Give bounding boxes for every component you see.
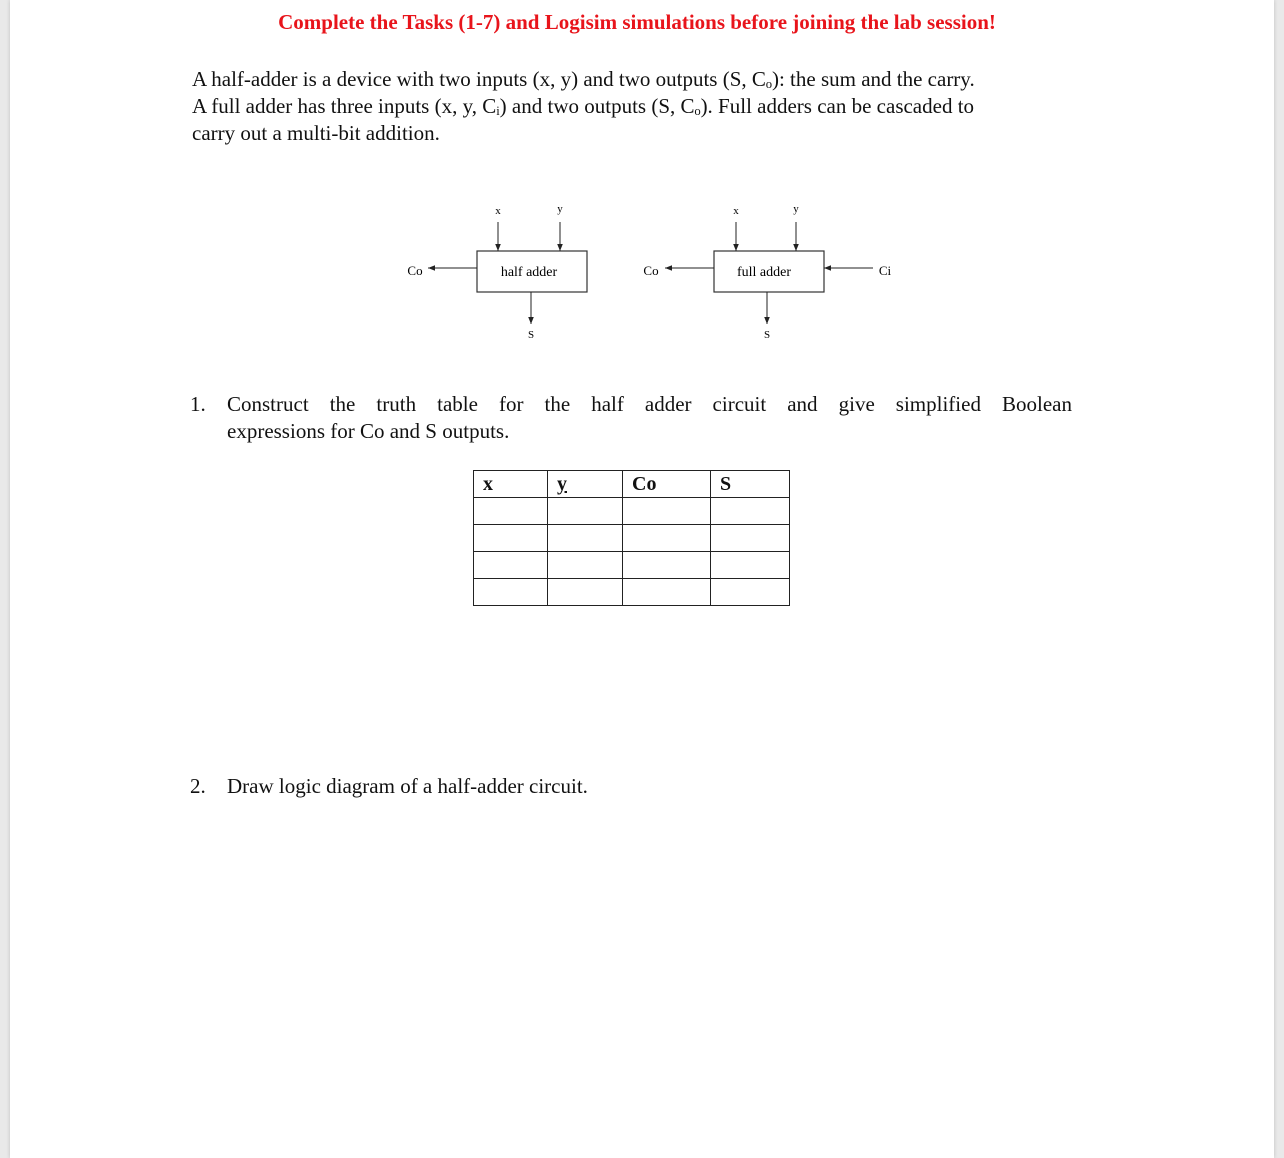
intro-line-2: A full adder has three inputs (x, y, Cᵢ) and two outputs (S, Cₒ). Full adders can be cascaded to	[192, 94, 975, 118]
intro-paragraph	[192, 66, 1082, 147]
truth-table-header-co: Co	[623, 471, 711, 498]
truth-table-cell[interactable]	[623, 498, 711, 525]
truth-table-row	[474, 552, 790, 579]
half-adder-carry-out: Co	[407, 263, 423, 278]
question-1-line-2: expressions for Co and S outputs.	[227, 419, 510, 443]
truth-table-row	[474, 579, 790, 606]
truth-table-cell[interactable]	[474, 552, 548, 579]
question-1-text	[227, 391, 1072, 445]
full-adder-carry-out: Co	[643, 263, 659, 278]
truth-table-cell[interactable]	[711, 552, 790, 579]
truth-table-cell[interactable]	[548, 552, 623, 579]
truth-table-cell[interactable]	[474, 579, 548, 606]
truth-table-row	[474, 525, 790, 552]
truth-table-cell[interactable]	[711, 525, 790, 552]
truth-table-header-y: y	[548, 471, 623, 498]
half-adder-block	[407, 203, 587, 341]
full-adder-block	[643, 203, 891, 341]
truth-table-header-s: S	[711, 471, 790, 498]
full-adder-input-x: x	[733, 205, 739, 217]
truth-table-row	[474, 498, 790, 525]
full-adder-input-y: y	[793, 203, 799, 215]
truth-table-header-x: x	[474, 471, 548, 498]
full-adder-carry-in: Ci	[878, 263, 892, 278]
adder-block-diagram	[380, 195, 920, 345]
page-heading: Complete the Tasks (1-7) and Logisim simulations before joining the lab session!	[278, 10, 996, 34]
full-adder-sum: S	[763, 329, 771, 341]
truth-table-cell[interactable]	[623, 579, 711, 606]
truth-table-cell[interactable]	[474, 498, 548, 525]
intro-line-1: A half-adder is a device with two inputs (x, y) and two outputs (S, Cₒ): the sum and the carry.	[192, 67, 975, 91]
truth-table-cell[interactable]	[548, 579, 623, 606]
intro-line-3: carry out a multi-bit addition.	[192, 121, 440, 145]
full-adder-label: full adder	[736, 265, 792, 280]
truth-table-header-row	[474, 471, 790, 498]
truth-table-cell[interactable]	[711, 579, 790, 606]
truth-table-cell[interactable]	[474, 525, 548, 552]
truth-table-cell[interactable]	[548, 525, 623, 552]
truth-table-cell[interactable]	[623, 525, 711, 552]
half-adder-input-y: y	[557, 203, 563, 215]
question-1-number: 1.	[190, 392, 206, 416]
truth-table-cell[interactable]	[711, 498, 790, 525]
half-adder-sum: S	[527, 329, 535, 341]
truth-table-cell[interactable]	[548, 498, 623, 525]
truth-table-cell[interactable]	[623, 552, 711, 579]
half-adder-label: half adder	[500, 265, 558, 280]
half-adder-input-x: x	[495, 205, 501, 217]
question-1-line-1: Construct the truth table for the half adder circuit and give simplified Boolean	[227, 392, 1072, 416]
question-2-text: Draw logic diagram of a half-adder circuit.	[227, 774, 588, 798]
question-2-number: 2.	[190, 774, 206, 798]
truth-table	[473, 470, 790, 606]
